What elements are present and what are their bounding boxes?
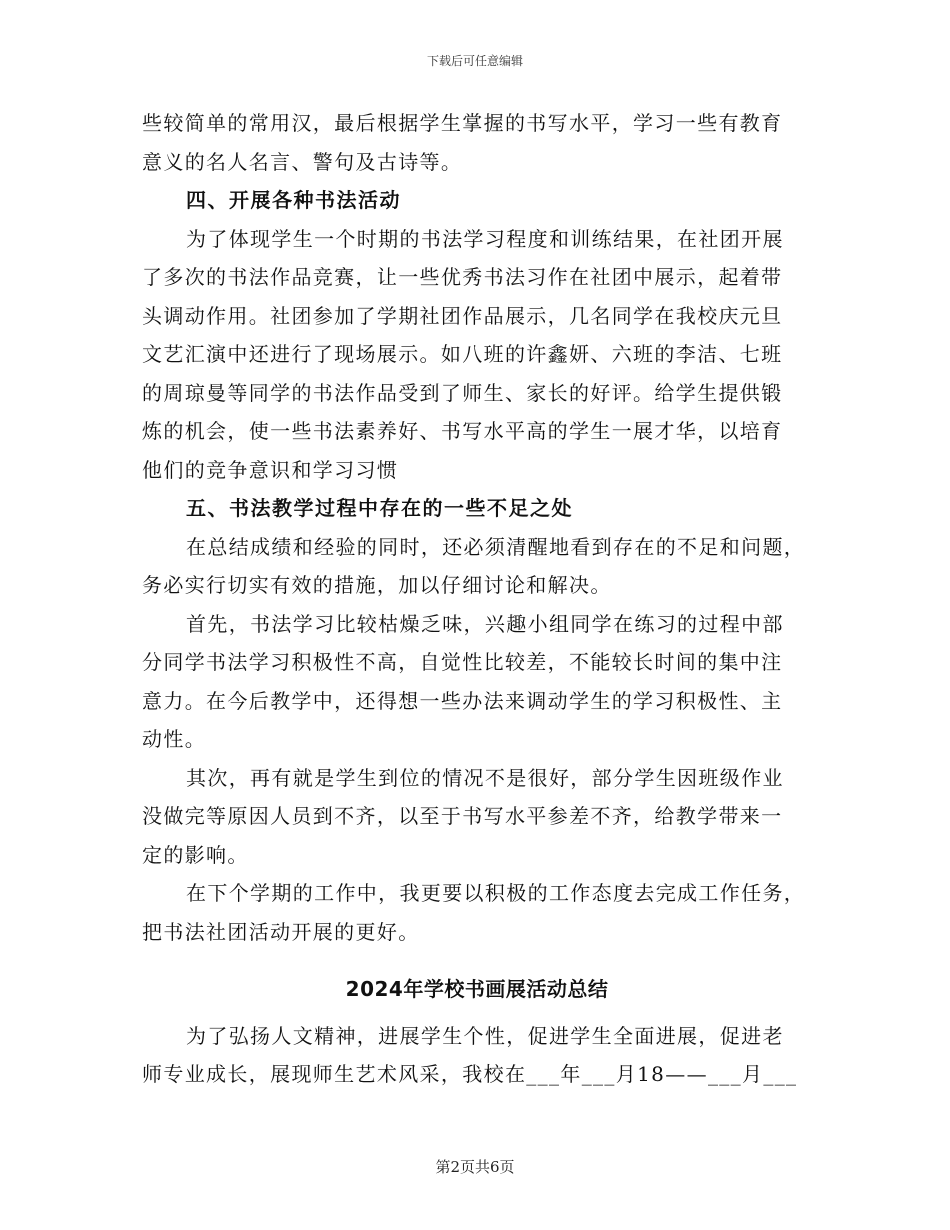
paragraph-line: 分同学书法学习积极性不高，自觉性比较差，不能较长时间的集中注 [142,650,783,674]
section-heading: 五、书法教学过程中存在的一些不足之处 [186,496,573,520]
paragraph-line: 把书法社团活动开展的更好。 [142,919,420,944]
paragraph-line: 意力。在今后教学中，还得想一些办法来调动学生的学习积极性、主 [142,688,783,713]
paragraph-line: 定的影响。 [142,842,249,867]
document-body [142,104,812,1094]
paragraph-start-line: 其次，再有就是学生到位的情况不是很好，部分学生因班级作业 [186,765,784,790]
paragraph-line: 师专业成长，展现师生艺术风采，我校在___年___月18——___月___ [142,1062,798,1086]
paragraph-start-line: 在下个学期的工作中，我更要以积极的工作态度去完成工作任务， [186,881,806,905]
page-header-note: 下载后可任意编辑 [426,54,523,68]
document-title: 2024年学校书画展活动总结 [345,977,609,1001]
paragraph-line: 炼的机会，使一些书法素养好、书写水平高的学生一展才华，以培育 [142,419,783,443]
paragraph-line: 头调动作用。社团参加了学期社团作品展示，几名同学在我校庆元旦 [142,303,783,328]
section-heading: 四、开展各种书法活动 [186,188,401,212]
paragraph-line: 了多次的书法作品竞赛，让一些优秀书法习作在社团中展示，起着带 [142,265,783,289]
paragraph-line: 没做完等原因人员到不齐，以至于书写水平参差不齐，给教学带来一 [142,804,783,828]
paragraph-line: 务必实行切实有效的措施，加以仔细讨论和解决。 [142,573,612,597]
paragraph-line: 动性。 [142,727,207,751]
paragraph-line: 的周琼曼等同学的书法作品受到了师生、家长的好评。给学生提供锻 [142,380,783,405]
paragraph-line: 意义的名人名言、警句及古诗等。 [142,149,463,174]
paragraph-line: 他们的竞争意识和学习习惯 [142,457,399,482]
page-number: 第2页共6页 [435,1158,515,1176]
paragraph-line: 些较简单的常用汉，最后根据学生掌握的书写水平，学习一些有教育 [142,111,783,135]
paragraph-start-line: 在总结成绩和经验的同时，还必须清醒地看到存在的不足和问题， [186,534,806,559]
paragraph-line: 文艺汇演中还进行了现场展示。如八班的许鑫妍、六班的李洁、七班 [142,342,783,366]
paragraph-start-line: 首先，书法学习比较枯燥乏味，兴趣小组同学在练习的过程中部 [186,611,784,636]
paragraph-start-line: 为了弘扬人文精神，进展学生个性，促进学生全面进展，促进老 [186,1023,784,1048]
paragraph-start-line: 为了体现学生一个时期的书法学习程度和训练结果，在社团开展 [186,226,784,251]
